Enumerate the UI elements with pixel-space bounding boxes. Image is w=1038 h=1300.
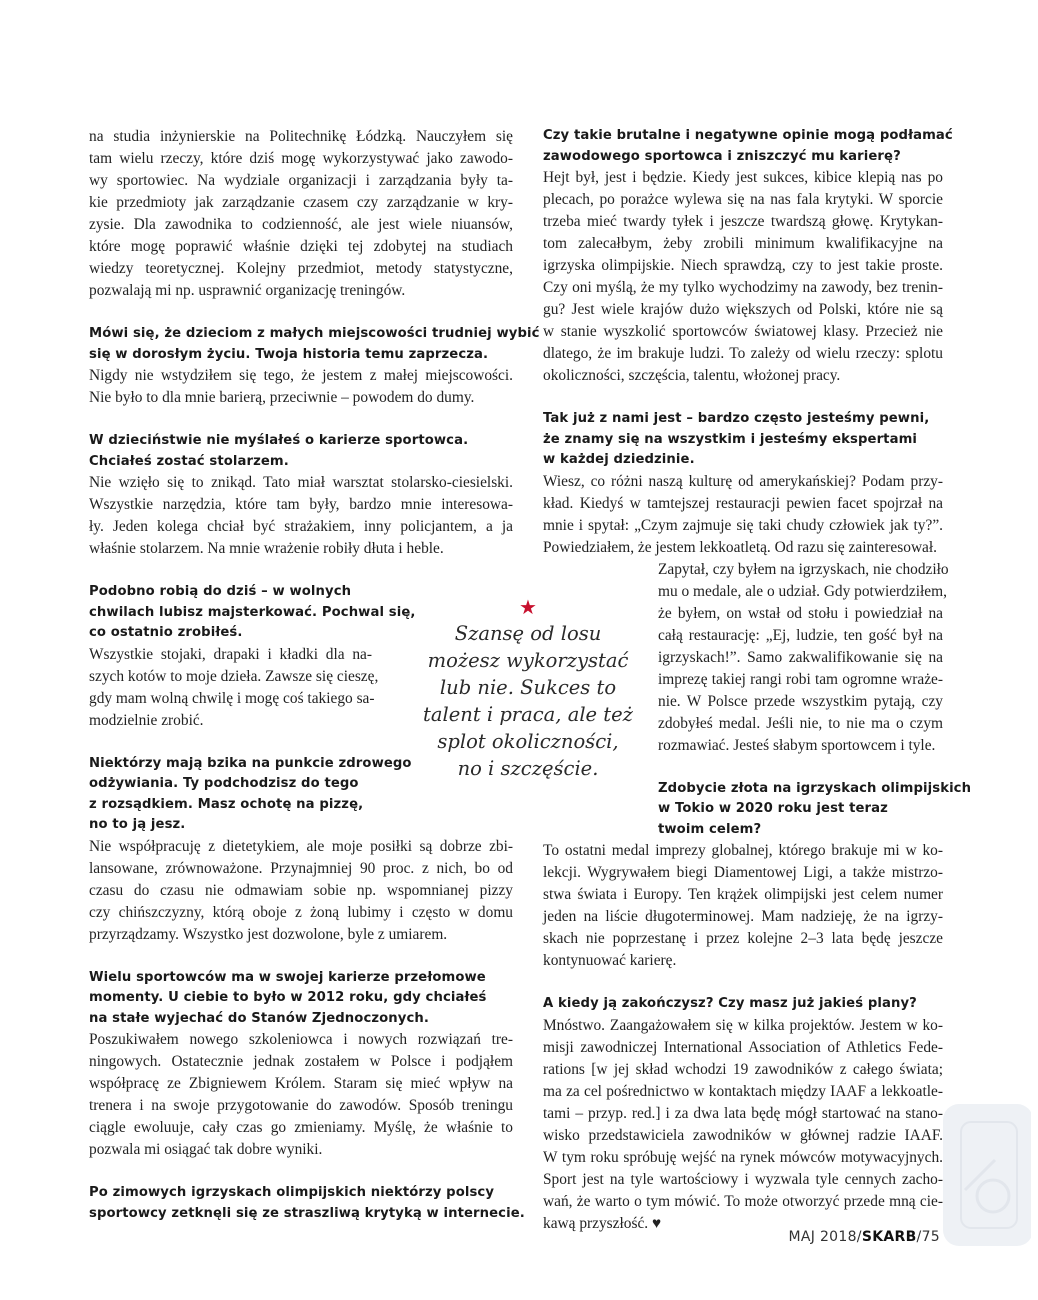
- text-line: Zdobycie złota na igrzyskach olimpijskich: [658, 780, 972, 796]
- text-line: w Tokio w 2020 roku jest teraz: [658, 801, 888, 816]
- text-line: Wiesz, co różni naszą kulturę od amerykańskiej? Podam przy-: [543, 472, 943, 490]
- text-line: ma za cel pośrednictwo w kontaktach między IAAF a lekkoatle-: [543, 1082, 943, 1100]
- text-line: że znamy się na wszystkim i jesteśmy ekspertami: [543, 431, 918, 447]
- text-line: Hejt był, jest i będzie. Kiedy jest sukces, kibice klepią nas po: [543, 169, 943, 186]
- text-line: Nie wzięło się to znikąd. Tato miał warsztat stolarsko-ciesielski.: [89, 474, 513, 491]
- text-line: czy chińszczyzny, którą oboje z żoną lubimy i często w domu: [89, 903, 513, 921]
- interview-answer: [89, 1029, 513, 1161]
- text-line: Czy oni myślą, że my tylko wychodzimy na zawody, bez trenin-: [543, 279, 943, 296]
- text-line: nie. W Polsce przede wszystkim pytają, czy: [658, 692, 943, 710]
- interview-answer: [89, 472, 513, 560]
- paragraph-gap: [89, 302, 513, 324]
- interview-answer: [543, 1015, 943, 1235]
- pull-quote-line: talent i praca, ale też: [423, 703, 633, 726]
- paragraph-gap: [89, 409, 513, 431]
- interview-answer: [89, 644, 379, 732]
- interview-question: [89, 968, 513, 1030]
- text-line: mu o medale, ale o udział. Gdy potwierdziłem,: [658, 582, 947, 600]
- text-line: momenty. U ciebie to było w 2012 roku, gdy chciałeś: [89, 990, 487, 1005]
- pull-quote: [423, 596, 633, 782]
- footer-separator: /: [916, 1229, 922, 1245]
- text-line: tom zalecałbym, żeby zrobili minimum kwalifikacyjne na: [543, 235, 943, 252]
- interview-question: [89, 324, 540, 365]
- text-line: kie przedmioty jak zarządzanie czasem czy zarządzanie w kry-: [89, 194, 513, 211]
- text-line: Po zimowych igrzyskach olimpijskich niektórzy polscy: [89, 1185, 495, 1200]
- text-line: zdobyłeś medal. Jeśli nie, to nie ma o czym: [658, 714, 943, 732]
- text-line: odżywiania. Ty podchodzisz do tego: [89, 776, 359, 791]
- text-line: rozmawiać. Jesteś słabym sportowcem i tyle.: [658, 736, 936, 754]
- footer-separator: /: [856, 1229, 862, 1245]
- interview-answer: [89, 836, 513, 946]
- text-line: Niektórzy mają bzika na punkcie zdrowego: [89, 755, 412, 771]
- text-line: imprezę takiej rangi robi tam ogromne wraże-: [658, 670, 943, 688]
- text-line: Nie było to dla mnie barierą, przeciwnie – powodem do dumy.: [89, 389, 475, 406]
- text-line: Wszystkie narzędzia, które tam były, bardzo mnie interesowa-: [89, 496, 513, 513]
- text-line: jeden na liście długoterminowej. Mam nadzieję, że na igrzy-: [543, 908, 943, 925]
- text-line: czasu do czasu nie odmawiam sobie np. wspomnianej pizzy: [89, 881, 513, 899]
- text-line: się w dorosłym życiu. Twoja historia temu zaprzecza.: [89, 346, 489, 362]
- text-line: Nie współpracuję z dietetykiem, ale moje posiłki są dobrze zbi-: [89, 837, 513, 855]
- text-line: tami – przyp. red.] i za dwa lata będę mógł startować na stano-: [543, 1104, 943, 1122]
- text-line: To ostatni medal imprezy globalnej, którego brakuje mi w ko-: [543, 842, 943, 859]
- text-line: ły. Jeden kolega chciał być strażakiem, inny policjantem, a ja: [89, 518, 513, 535]
- interview-answer: [543, 167, 943, 387]
- text-line: Nigdy nie wstydziłem się tego, że jestem z małej miejscowości.: [89, 367, 513, 384]
- text-line: kontynuować karierę.: [543, 952, 677, 969]
- watermark-logo-icon: [935, 1100, 1031, 1250]
- text-line: igrzyska olimpijskie. Niech sprawdzą, czy to jest takie proste.: [543, 257, 943, 274]
- text-line: właśnie stolarzem. Na mnie wrażenie robiły dłuta i heble.: [89, 540, 444, 557]
- text-line: Wszystkie stojaki, drapaki i kładki dla na-: [89, 645, 372, 663]
- interview-question: [543, 126, 953, 167]
- text-line: z rozsądkiem. Masz ochotę na pizzę,: [89, 796, 364, 812]
- text-line: lansowane, zrównoważone. Przynajmniej 90 proc. z nich, bo od: [89, 859, 513, 877]
- interview-question: [543, 994, 943, 1015]
- text-line: że byłem, on wstał od stołu i powiedział na: [658, 604, 943, 622]
- magazine-name: SKARB: [861, 1229, 917, 1245]
- text-line: chwilach lubisz majsterkować. Pochwal się,: [89, 604, 416, 620]
- text-line: sportowcy zetknęli się ze straszliwą krytyką w internecie.: [89, 1205, 525, 1221]
- text-line: pozwala mi osiągać tak dobre wyniki.: [89, 1141, 323, 1158]
- text-line: lekcji. Wygrywałem biegi Diamentowej Ligi, a także mistrzo-: [543, 864, 943, 881]
- text-line: które mogę poprawić właśnie dzięki tej zdobytej na studiach: [89, 238, 513, 255]
- text-line: Podobno robią do dziś – w wolnych: [89, 584, 352, 599]
- pull-quote-line: możesz wykorzystać: [427, 649, 629, 672]
- text-line: kład. Kiedyś w tamtejszej restauracji pewien facet spojrzał na: [543, 494, 943, 512]
- star-icon: ★: [519, 595, 537, 619]
- text-line: gu? Jest wiele krajów dużo większych od Polski, które nie są: [543, 301, 943, 318]
- text-line: co ostatnio zrobiłeś.: [89, 625, 243, 640]
- interview-question: [89, 1183, 525, 1224]
- text-line: rations [w jej skład wchodzi 19 zawodników z całego świata;: [543, 1060, 943, 1078]
- pull-quote-line: splot okoliczności,: [437, 730, 619, 753]
- paragraph-gap: [89, 946, 513, 968]
- issue-date: MAJ 2018: [788, 1229, 857, 1245]
- text-line: kawą przyszłość. ♥: [543, 1214, 662, 1232]
- text-line: Poszukiwałem nowego szkoleniowca i nowych rozwiązań tre-: [89, 1031, 513, 1048]
- text-line: W tym roku spróbuję wejść na rynek mówców motywacyjnych.: [543, 1148, 943, 1166]
- text-line: wisko przedstawiciela zawodników w głównej radzie IAAF.: [543, 1126, 943, 1144]
- text-line: Wielu sportowców ma w swojej karierze przełomowe: [89, 969, 486, 985]
- text-line: A kiedy ją zakończysz? Czy masz już jakieś plany?: [543, 996, 917, 1011]
- text-line: przyrządzamy. Wszystko jest dozwolone, byle z umiarem.: [89, 925, 448, 943]
- text-line: igrzyskach!”. Samo zakwalifikowanie się na: [658, 648, 943, 666]
- text-line: Czy takie brutalne i negatywne opinie mogą podłamać: [543, 128, 953, 143]
- text-line: trzeba mieć twardy tyłek i jeszcze twardszą głowę. Krytykan-: [543, 213, 943, 230]
- interview-answer: [89, 126, 513, 302]
- pull-quote-line: lub nie. Sukces to: [439, 676, 617, 699]
- text-line: dlatego, że im brakuje ludzi. To zależy od wielu rzeczy: splotu: [543, 345, 943, 362]
- page-number: 75: [921, 1229, 940, 1245]
- text-line: wiedzy teoretycznej. Kolejny przedmiot, metody statystyczne,: [89, 260, 513, 277]
- interview-answer: [658, 559, 949, 757]
- text-line: Zapytał, czy byłem na igrzyskach, nie chodziło: [658, 560, 949, 578]
- text-line: Mówi się, że dzieciom z małych miejscowości trudniej wybić: [89, 326, 540, 341]
- text-line: Mnóstwo. Zaangażowałem się w kilka projektów. Jestem w ko-: [543, 1016, 943, 1034]
- text-line: w stanie wyszkolić sportowców światowej klasy. Przecież nie: [543, 323, 943, 340]
- text-line: pozwalają mi np. usprawnić organizację treningów.: [89, 282, 406, 299]
- text-line: szych kotów to moje dzieła. Zawsze się cieszę,: [89, 667, 379, 685]
- text-line: okoliczności, szczęścia, talentu, włożonej pracy.: [543, 367, 841, 384]
- page-footer: [789, 1229, 940, 1245]
- text-line: zysie. Dla zawodnika to codzienność, ale jest wiele niuansów,: [89, 216, 513, 233]
- text-line: ningowych. Ostatecznie jednak zostałem w Polsce i podjąłem: [89, 1053, 513, 1070]
- pull-quote-line: no i szczęście.: [457, 757, 599, 780]
- pull-quote-text: [423, 620, 633, 782]
- interview-answer: [89, 365, 513, 409]
- text-line: gdy mam wolną chwilę i mogę coś takiego sa-: [89, 689, 375, 707]
- text-line: skach nie poprzestanę i przez kolejne 2–3 lata będę jeszcze: [543, 930, 943, 947]
- interview-question: [543, 409, 943, 471]
- text-line: mnie i spytał: „Czym zajmuje się taki chudy człowiek jak ty?”.: [543, 516, 943, 534]
- text-line: Tak już z nami jest – bardzo często jesteśmy pewni,: [543, 411, 930, 426]
- text-line: współpracę ze Zbigniewem Królem. Staram się mieć wpływ na: [89, 1075, 513, 1092]
- text-line: wań, że warto o tym mówić. To może otworzyć przede mną cie-: [543, 1192, 943, 1210]
- text-line: tam wielu rzeczy, które dziś mogę wykorzystywać jako zawodo-: [89, 150, 513, 167]
- text-line: na studia inżynierskie na Politechnikę Łódzką. Nauczyłem się: [89, 128, 513, 145]
- text-line: ciągle ewoluuje, cały czas go zmieniamy. Myślę, że właśnie to: [89, 1119, 513, 1136]
- pull-quote-line: Szansę od losu: [454, 622, 602, 645]
- text-line: Sport jest na tyle wartościowy i wyzwala tyle cennych zacho-: [543, 1170, 943, 1188]
- text-line: misji zawodniczej International Association of Athletics Fede-: [543, 1038, 943, 1056]
- paragraph-gap: [89, 1161, 513, 1183]
- text-line: twoim celem?: [658, 821, 762, 837]
- paragraph-gap: [543, 387, 943, 409]
- text-line: całą restaurację: „Ej, ludzie, ten gość był na: [658, 626, 943, 644]
- text-line: wy sportowiec. Na wydziale organizacji i zarządzania były ta-: [89, 172, 513, 189]
- text-line: modzielnie zrobić.: [89, 711, 204, 729]
- interview-question: [658, 779, 972, 841]
- paragraph-gap: [89, 560, 513, 582]
- interview-answer: [543, 471, 943, 559]
- interview-answer: [543, 840, 943, 972]
- text-line: trenera i na swoje przygotowanie do zawodów. Sposób treningu: [89, 1097, 513, 1114]
- text-line: Chciałeś zostać stolarzem.: [89, 453, 289, 469]
- text-line: w każdej dziedzinie.: [543, 452, 695, 467]
- text-line: plecach, po porażce wylewa się na nas fala krytyki. W sporcie: [543, 191, 943, 208]
- paragraph-gap: [543, 972, 943, 994]
- text-line: no to ją jesz.: [89, 817, 186, 832]
- text-line: na stałe wyjechać do Stanów Zjednoczonych.: [89, 1010, 429, 1026]
- text-line: W dzieciństwie nie myślałeś o karierze sportowca.: [89, 433, 469, 448]
- text-line: stwa świata i Europy. Ten krążek olimpijski jest celem numer: [543, 886, 943, 903]
- text-line: zawodowego sportowca i zniszczyć mu karierę?: [543, 148, 901, 164]
- interview-question: [89, 431, 513, 472]
- text-line: Powiedziałem, że jestem lekkoatletą. Od razu się zainteresował.: [543, 538, 938, 556]
